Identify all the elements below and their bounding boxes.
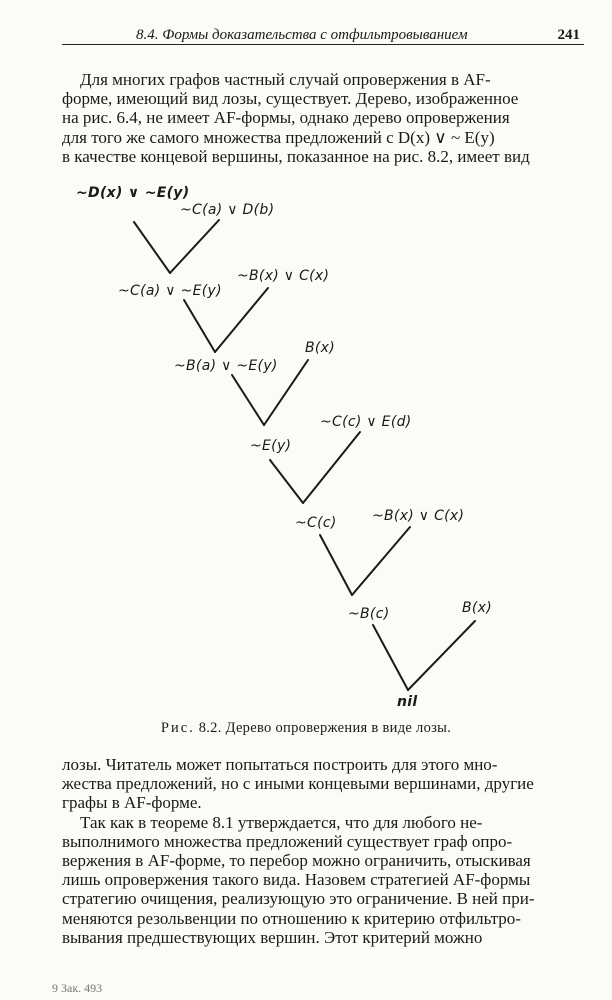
text-line: форме, имеющий вид лозы, существует. Дерево, изображенное bbox=[62, 89, 519, 109]
text-line: жества предложений, но с иными концевыми вершинами, другие bbox=[62, 774, 534, 794]
tree-edges bbox=[0, 170, 612, 720]
tree-edge bbox=[232, 375, 264, 425]
node-label: ~C(c) ∨ E(d) bbox=[320, 414, 412, 430]
node-label: ~C(a) ∨ D(b) bbox=[180, 202, 275, 218]
tree-edge bbox=[303, 432, 360, 503]
tree-edge bbox=[352, 527, 410, 595]
text-line: графы в AF-форме. bbox=[62, 793, 202, 813]
tree-edge bbox=[184, 300, 215, 352]
node-label: ~C(a) ∨ ~E(y) bbox=[118, 283, 222, 299]
text-line: вывания предшествующих вершин. Этот критерий можно bbox=[62, 927, 483, 947]
text-line: выполнимого множества предложений существует граф опро- bbox=[62, 831, 513, 851]
caption-prefix: Рис. bbox=[160, 720, 195, 736]
text-line: в качестве концевой вершины, показанное на рис. 8.2, имеет вид bbox=[62, 146, 530, 166]
tree-edge bbox=[134, 222, 170, 273]
node-label: B(x) bbox=[305, 340, 336, 356]
text-line: вержения в AF-форме, то перебор можно ограничить, отыскивая bbox=[62, 851, 531, 871]
tree-edge bbox=[170, 220, 219, 273]
text-line: Для многих графов частный случай опровержения в AF- bbox=[80, 70, 491, 89]
node-label: ~B(x) ∨ C(x) bbox=[372, 508, 465, 524]
text-line: лишь опровержения такого вида. Назовем стратегией AF-формы bbox=[62, 870, 531, 890]
node-label: ~B(c) bbox=[348, 606, 390, 622]
caption-text: 8.2. Дерево опровержения в виде лозы. bbox=[198, 720, 452, 736]
figure-caption bbox=[0, 720, 612, 737]
tree-edge bbox=[270, 460, 303, 503]
running-header bbox=[62, 22, 584, 45]
text-line: лозы. Читатель может попытаться построить для этого мно- bbox=[62, 755, 498, 774]
page-number: 241 bbox=[557, 27, 580, 43]
text-line: Так как в теореме 8.1 утверждается, что для любого не- bbox=[80, 812, 483, 832]
tree-edge bbox=[215, 288, 268, 352]
running-title: 8.4. Формы доказательства с отфильтровыванием bbox=[136, 27, 468, 43]
text-line: меняются резольвенции по отношению к критерию отфильтро- bbox=[62, 908, 521, 928]
node-label: ~B(a) ∨ ~E(y) bbox=[174, 358, 278, 374]
tree-edge bbox=[408, 621, 475, 690]
signature-mark: 9 Зак. 493 bbox=[52, 981, 103, 995]
node-label: ~B(x) ∨ C(x) bbox=[237, 268, 330, 284]
text-line: для того же самого множества предложений с D(x) ∨ ~ E(y) bbox=[62, 127, 495, 147]
node-label: ~E(y) bbox=[250, 438, 292, 454]
root-label: nil bbox=[397, 694, 418, 710]
text-line: на рис. 6.4, не имеет AF-формы, однако дерево опровержения bbox=[62, 108, 510, 128]
tree-edge bbox=[320, 535, 352, 595]
refutation-tree-figure bbox=[0, 170, 612, 720]
text-line: стратегию очищения, реализующую это ограничение. В ней при- bbox=[62, 889, 535, 909]
tree-edge bbox=[373, 625, 408, 690]
body-text bbox=[62, 755, 582, 947]
node-label: B(x) bbox=[462, 600, 493, 616]
intro-paragraph bbox=[62, 70, 582, 166]
node-label: ~D(x) ∨ ~E(y) bbox=[76, 185, 190, 201]
node-label: ~C(c) bbox=[295, 515, 337, 531]
